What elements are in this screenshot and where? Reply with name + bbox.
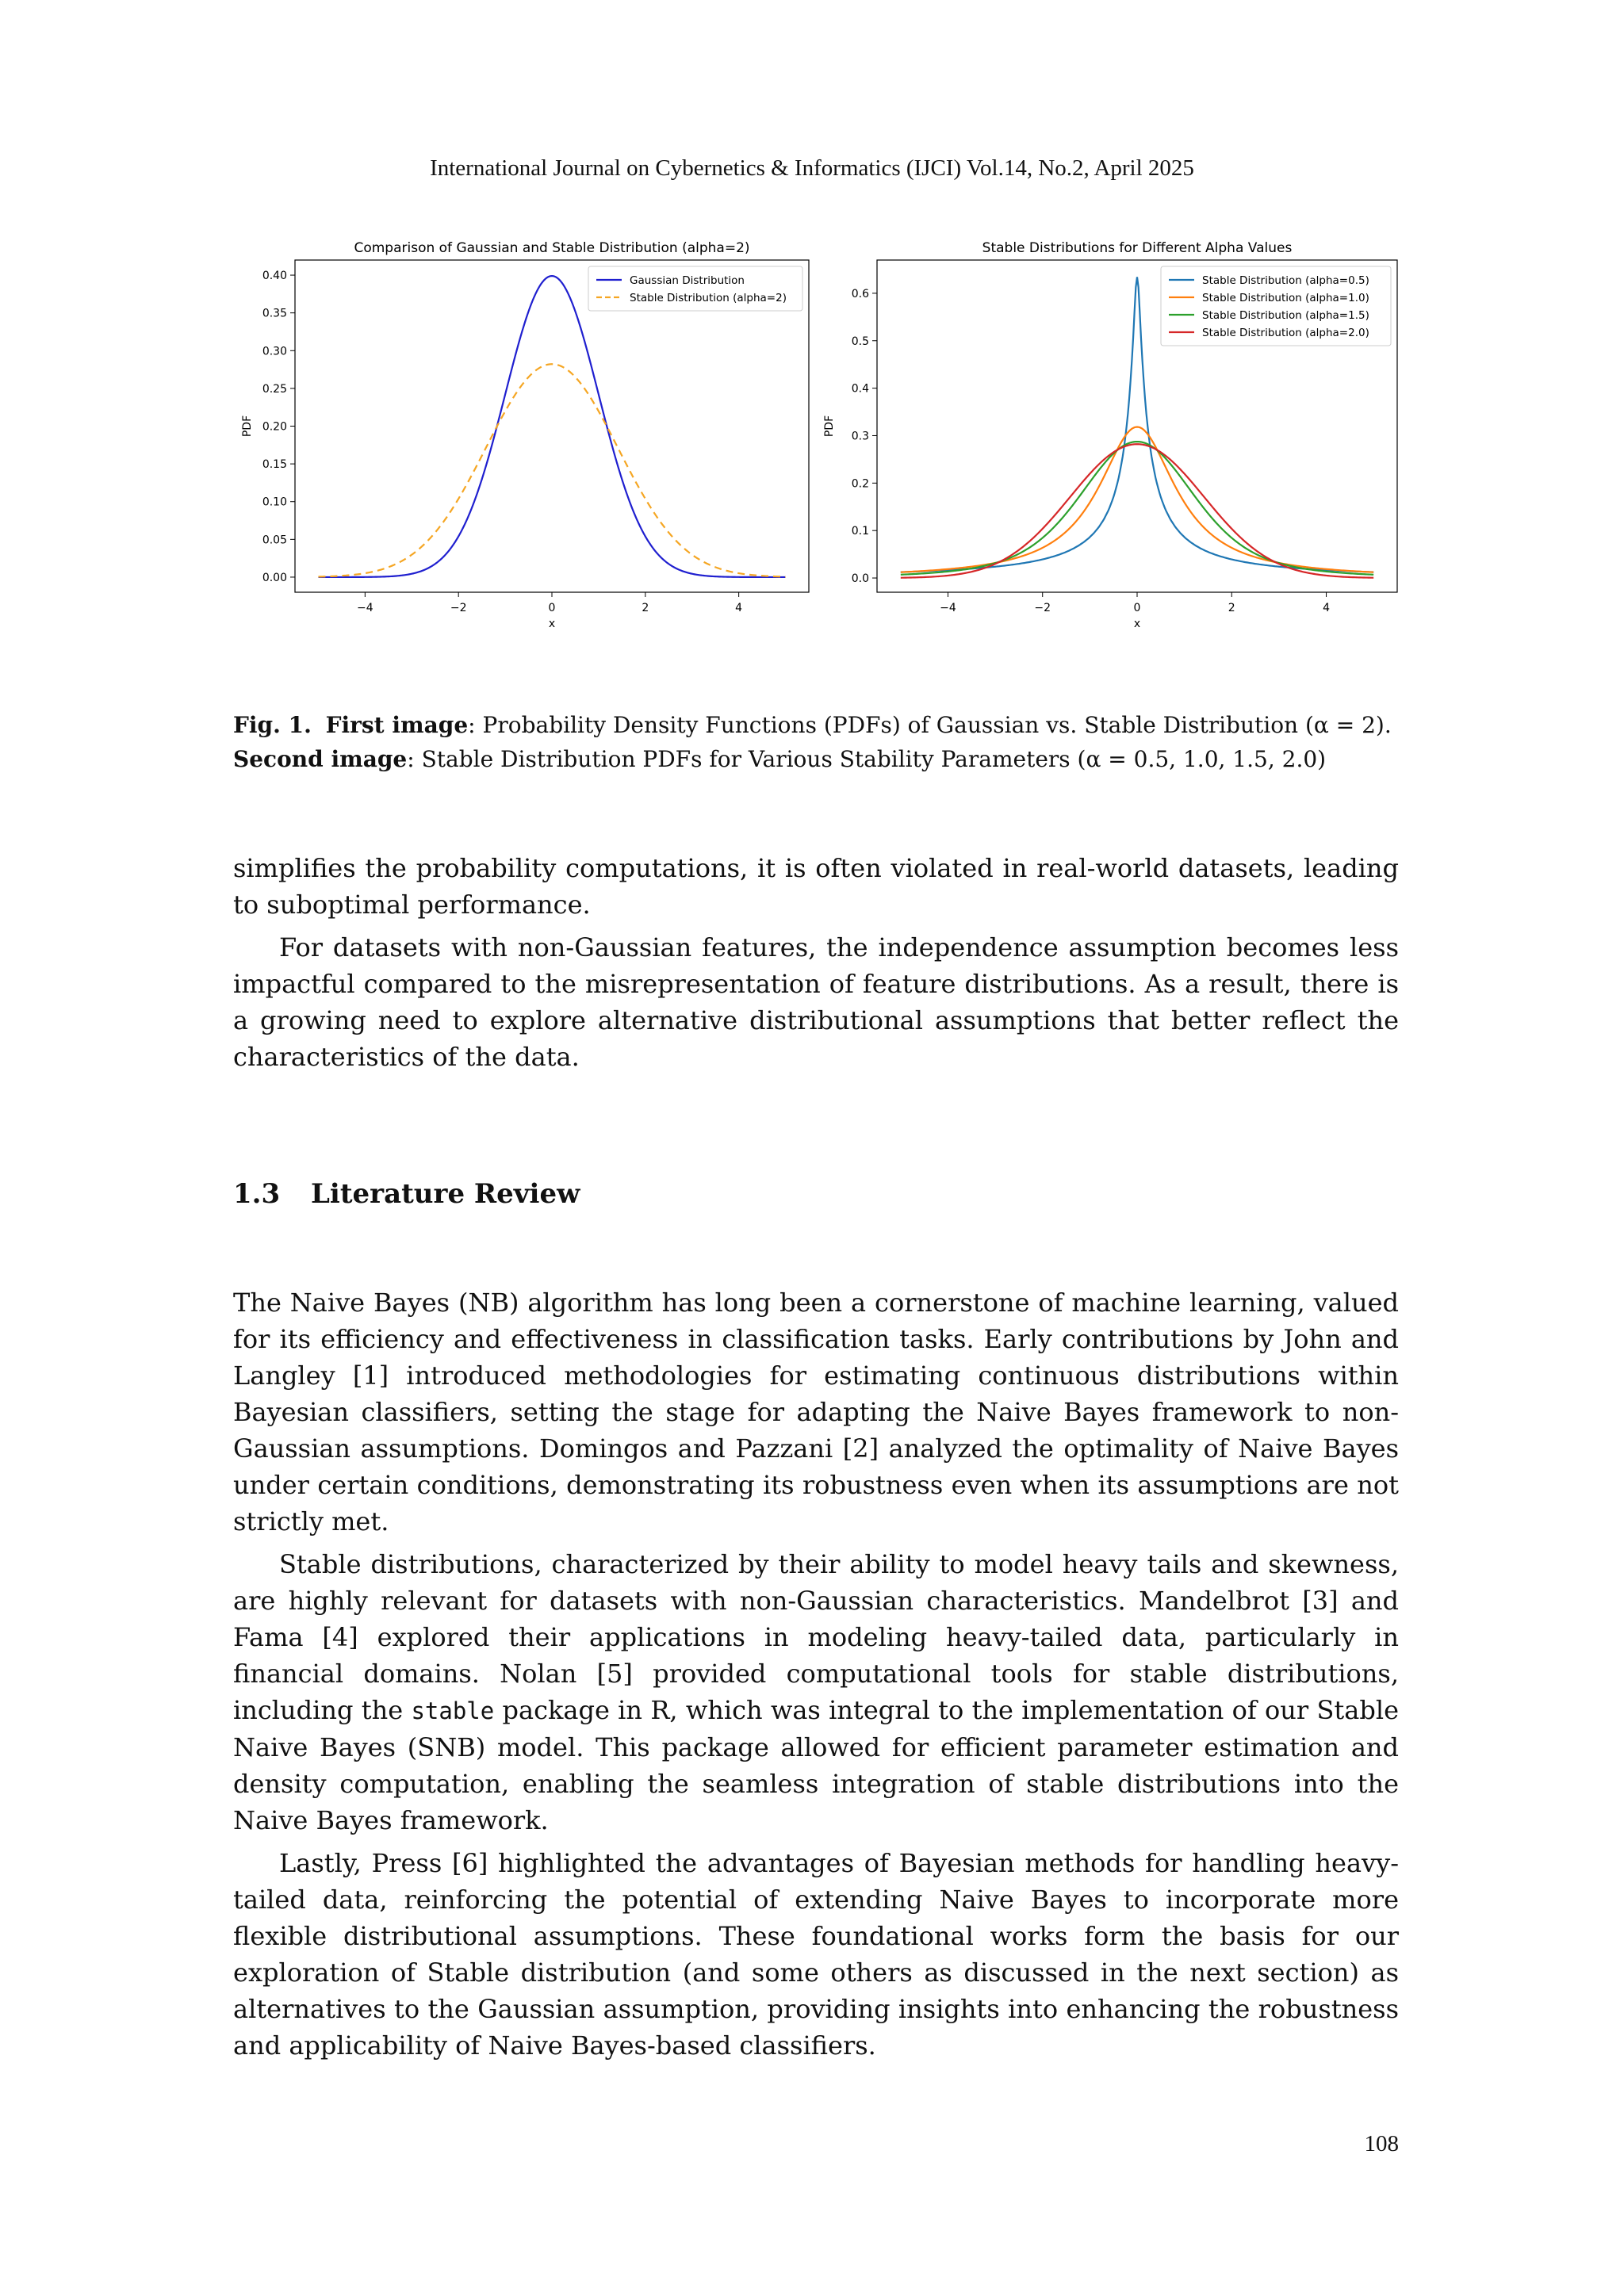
left-x-tick-label: 4 — [735, 602, 743, 614]
left-y-tick-label: 0.30 — [262, 345, 287, 358]
paragraph-stable-part2: package in R, which was integral to the implementation of our Stable Naive Bayes (SNB) model. This package allowed for efficient parameter estimation and density computation, enabling the seamless integration of stable distributions into the Naive Bayes framework. — [233, 1695, 1400, 1835]
right-y-tick-label: 0.2 — [851, 477, 869, 491]
right-y-axis-label: PDF — [823, 415, 836, 438]
right-legend-label: Stable Distribution (alpha=1.5) — [1202, 309, 1369, 322]
caption-second-label: Second image — [233, 746, 408, 772]
left-y-axis-label: PDF — [241, 415, 254, 438]
left-y-tick-label: 0.40 — [262, 270, 287, 283]
caption-first-label: First image — [325, 712, 469, 738]
body-text-literature — [233, 1284, 1399, 2064]
right-series-line-1 — [901, 427, 1373, 572]
caption-fig-label: Fig. 1. — [233, 712, 312, 738]
caption-first-text: : Probability Density Functions (PDFs) of Gaussian vs. Stable Distribution (α = 2). — [468, 712, 1392, 738]
left-y-tick-label: 0.10 — [262, 496, 287, 509]
left-y-tick-label: 0.25 — [262, 382, 287, 396]
right-legend-label: Stable Distribution (alpha=2.0) — [1202, 327, 1369, 339]
right-series-line-2 — [901, 442, 1373, 575]
right-x-tick-label: 0 — [1133, 602, 1141, 614]
figure-left-chart — [230, 232, 817, 644]
body-text-top — [233, 850, 1399, 1075]
right-legend-label: Stable Distribution (alpha=1.0) — [1202, 292, 1369, 304]
paragraph-continued: simplifies the probability computations, it is often violated in real-world datasets, leading to suboptimal performance. — [233, 853, 1399, 920]
right-y-tick-label: 0.0 — [851, 572, 869, 586]
left-x-tick-label: −4 — [357, 602, 373, 614]
caption-second-text: : Stable Distribution PDFs for Various Stability Parameters (α = 0.5, 1.0, 1.5, 2.0) — [407, 746, 1327, 772]
paragraph-stable-distributions — [233, 1546, 1399, 1839]
right-x-tick-label: 2 — [1228, 602, 1235, 614]
stable-alpha-plot — [825, 232, 1404, 644]
right-y-tick-label: 0.4 — [851, 382, 869, 396]
left-y-tick-label: 0.35 — [262, 307, 287, 320]
right-x-tick-label: −4 — [940, 602, 956, 614]
left-series-line-0 — [318, 276, 785, 577]
left-y-tick-label: 0.15 — [262, 458, 287, 472]
left-x-axis-label: x — [548, 618, 556, 630]
left-y-tick-label: 0.05 — [262, 534, 287, 547]
right-y-tick-label: 0.1 — [851, 525, 869, 538]
section-number: 1.3 — [233, 1178, 281, 1210]
left-x-tick-label: 0 — [548, 602, 556, 614]
figure-right-chart — [825, 232, 1404, 644]
left-y-tick-label: 0.00 — [262, 571, 287, 584]
paragraph-stable-part1: Stable distributions, characterized by their ability to model heavy tails and skewness, are highly relevant for datasets with non-Gaussian characteristics. Mandelbrot [3] and Fama [4] explored their applications in modeling heavy-tailed data, particularly in financial domains. Nolan [5] provided computational tools for stable distributions, including the — [233, 1549, 1399, 1725]
left-legend-label: Stable Distribution (alpha=2) — [630, 292, 787, 304]
section-heading — [233, 1178, 580, 1210]
right-y-tick-label: 0.5 — [851, 335, 869, 348]
right-series-line-3 — [901, 444, 1373, 578]
page-number: 108 — [1364, 2131, 1399, 2156]
paragraph-non-gaussian: For datasets with non-Gaussian features, the independence assumption becomes less impactful compared to the misrepresentation of feature distributions. As a result, there is a growing need to explore alternative distributional assumptions that better reflect the characteristics of the data. — [233, 932, 1399, 1072]
right-y-tick-label: 0.3 — [851, 430, 869, 443]
left-y-tick-label: 0.20 — [262, 420, 287, 434]
figure-caption — [233, 708, 1399, 776]
left-x-tick-label: −2 — [450, 602, 467, 614]
right-chart-title: Stable Distributions for Different Alpha Values — [982, 240, 1293, 256]
left-legend-label: Gaussian Distribution — [630, 274, 745, 287]
right-y-tick-label: 0.6 — [851, 287, 869, 300]
stable-package-code: stable — [411, 1697, 495, 1724]
left-series-line-1 — [318, 364, 785, 576]
left-chart-title: Comparison of Gaussian and Stable Distribution (alpha=2) — [354, 240, 750, 256]
paragraph-press: Lastly, Press [6] highlighted the advantages of Bayesian methods for handling heavy-tailed data, reinforcing the potential of extending Naive Bayes to incorporate more flexible distributional assumptions. These foundational works form the basis for our exploration of Stable distribution (and some others as discussed in the next section) as alternatives to the Gaussian assumption, providing insights into enhancing the robustness and applicability of Naive Bayes-based classifiers. — [233, 1848, 1399, 2061]
right-x-axis-label: x — [1133, 618, 1141, 630]
right-legend-label: Stable Distribution (alpha=0.5) — [1202, 274, 1369, 287]
right-x-tick-label: 4 — [1323, 602, 1331, 614]
running-header: International Journal on Cybernetics & Informatics (IJCI) Vol.14, No.2, April 2025 — [430, 155, 1194, 181]
right-x-tick-label: −2 — [1034, 602, 1051, 614]
paragraph-naive-bayes: The Naive Bayes (NB) algorithm has long been a cornerstone of machine learning, valued for its efficiency and effectiveness in classification tasks. Early contributions by John and Langley [1] introduced methodologies for estimating continuous distributions within Bayesian classifiers, setting the stage for adapting the Naive Bayes framework to non-Gaussian assumptions. Domingos and Pazzani [2] analyzed the optimality of Naive Bayes under certain conditions, demonstrating its robustness even when its assumptions are not strictly met. — [233, 1288, 1399, 1536]
section-title: Literature Review — [311, 1178, 580, 1210]
left-x-tick-label: 2 — [642, 602, 649, 614]
gaussian-vs-stable-plot — [230, 232, 817, 644]
